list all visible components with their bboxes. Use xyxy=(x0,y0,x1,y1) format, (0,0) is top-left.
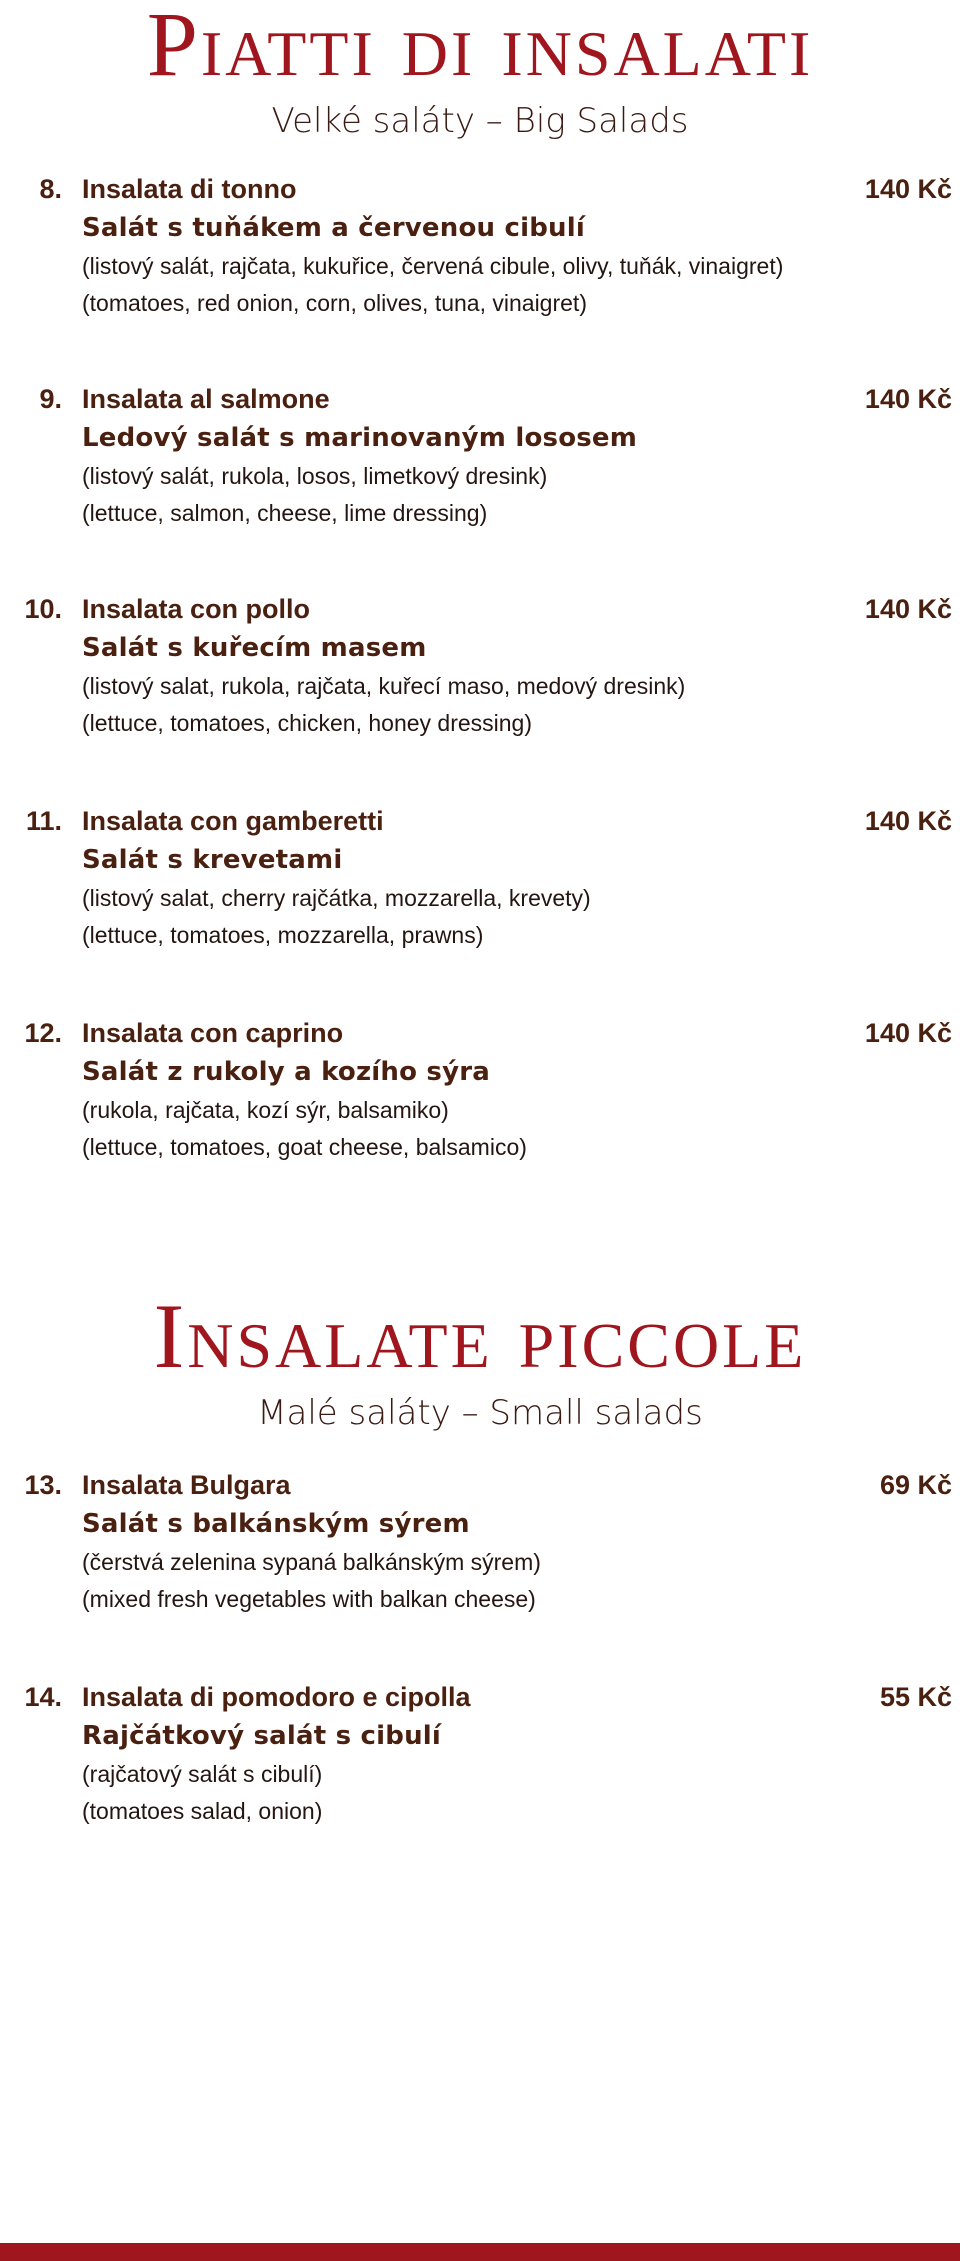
item-price: 140 Kč xyxy=(864,806,952,836)
item-description-cz: (listový salat, rukola, rajčata, kuřecí maso, medový dresink) xyxy=(82,673,686,699)
menu-item-14 xyxy=(0,1678,960,1830)
menu-item-10 xyxy=(0,590,960,742)
item-number: 8. xyxy=(39,174,62,204)
item-description-cz: (rajčatový salát s cibulí) xyxy=(82,1761,323,1787)
item-price: 140 Kč xyxy=(864,1018,952,1048)
item-number: 11. xyxy=(25,806,62,836)
item-description-cz: (rukola, rajčata, kozí sýr, balsamiko) xyxy=(82,1097,449,1123)
item-subname: Rajčátkový salát s cibulí xyxy=(82,1721,442,1751)
item-subname: Ledový salát s marinovaným lososem xyxy=(82,423,638,453)
bottom-accent-bar xyxy=(0,2243,960,2261)
item-price: 140 Kč xyxy=(864,384,952,414)
item-name: Insalata al salmone xyxy=(82,384,330,414)
item-price: 140 Kč xyxy=(864,174,952,204)
item-price: 140 Kč xyxy=(864,594,952,624)
item-description-cz: (listový salát, rukola, losos, limetkový dresink) xyxy=(82,463,548,489)
item-description-en: (tomatoes, red onion, corn, olives, tuna, vinaigret) xyxy=(82,290,587,316)
item-number: 12. xyxy=(24,1018,62,1048)
menu-item-11 xyxy=(0,802,960,954)
menu-item-8 xyxy=(0,170,960,322)
item-description-cz: (čerstvá zelenina sypaná balkánským sýrem) xyxy=(82,1549,541,1575)
menu-item-13 xyxy=(0,1466,960,1618)
item-description-cz: (listový salat, cherry rajčátka, mozzarella, krevety) xyxy=(82,885,591,911)
item-number: 14. xyxy=(24,1682,62,1712)
item-description-en: (lettuce, tomatoes, mozzarella, prawns) xyxy=(82,922,484,948)
item-description-en: (lettuce, tomatoes, chicken, honey dressing) xyxy=(82,710,533,736)
section-title-small-salads: Insalate piccole xyxy=(153,1285,807,1387)
item-subname: Salát z rukoly a kozího sýra xyxy=(82,1057,491,1087)
item-name: Insalata di pomodoro e cipolla xyxy=(82,1682,471,1712)
item-name: Insalata con gamberetti xyxy=(82,806,384,836)
item-description-en: (tomatoes salad, onion) xyxy=(82,1798,323,1824)
item-number: 9. xyxy=(39,384,62,414)
item-subname: Salát s krevetami xyxy=(82,845,343,875)
item-number: 13. xyxy=(24,1470,62,1500)
section-subtitle-big-salads: Velké saláty – Big Salads xyxy=(271,101,689,141)
item-subname: Salát s tuňákem a červenou cibulí xyxy=(82,213,585,243)
item-description-en: (mixed fresh vegetables with balkan cheese) xyxy=(82,1586,536,1612)
item-name: Insalata di tonno xyxy=(82,174,297,204)
section-title-big-salads: Piatti di insalati xyxy=(146,0,814,95)
item-price: 55 Kč xyxy=(879,1682,952,1712)
item-name: Insalata con pollo xyxy=(82,594,311,624)
item-description-en: (lettuce, salmon, cheese, lime dressing) xyxy=(82,500,488,526)
menu-item-12 xyxy=(0,1014,960,1166)
item-name: Insalata con caprino xyxy=(82,1018,344,1048)
item-price: 69 Kč xyxy=(879,1470,952,1500)
section-subtitle-small-salads: Malé saláty – Small salads xyxy=(257,1393,703,1433)
item-number: 10. xyxy=(24,594,62,624)
item-name: Insalata Bulgara xyxy=(82,1470,291,1500)
item-description-cz: (listový salát, rajčata, kukuřice, červená cibule, olivy, tuňák, vinaigret) xyxy=(82,253,784,279)
item-subname: Salát s balkánským sýrem xyxy=(82,1509,470,1539)
item-description-en: (lettuce, tomatoes, goat cheese, balsamico) xyxy=(82,1134,527,1160)
menu-item-9 xyxy=(0,380,960,532)
item-subname: Salát s kuřecím masem xyxy=(82,633,427,663)
